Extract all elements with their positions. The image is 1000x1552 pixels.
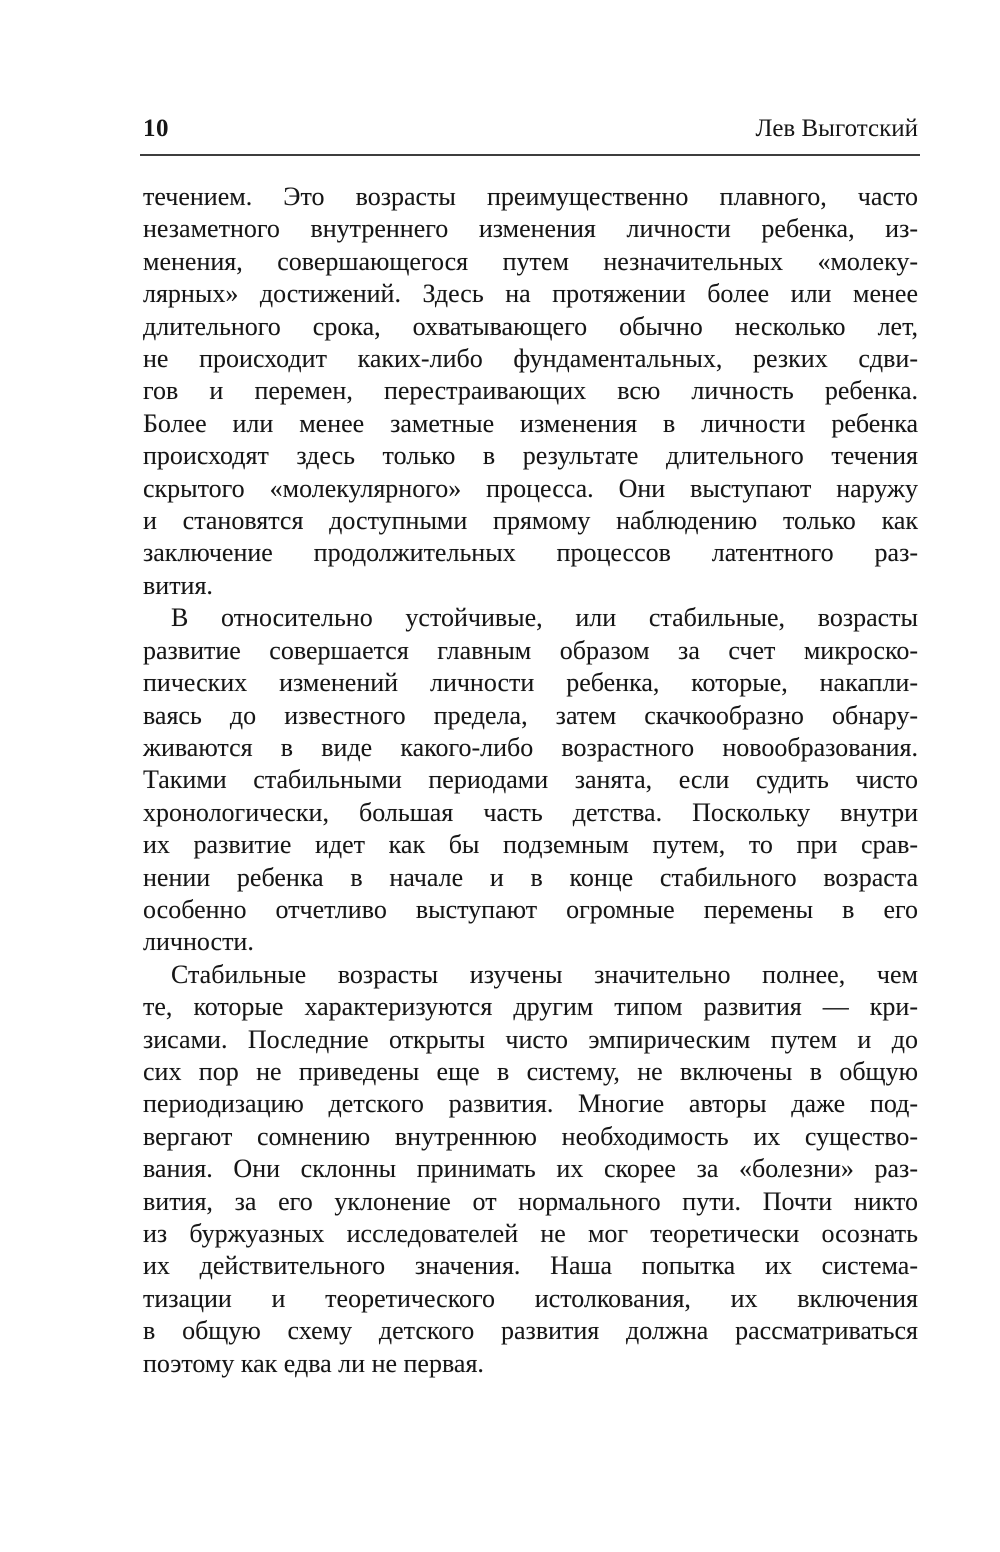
text-line: нении ребенка в начале и в конце стабильного возраста bbox=[143, 862, 918, 892]
text-line: развитие совершается главным образом за счет микроско- bbox=[143, 635, 918, 665]
paragraph bbox=[143, 181, 918, 602]
text-line: вания. Они склонны принимать их скорее за «болезни» раз- bbox=[143, 1154, 918, 1184]
text-line: вития. bbox=[143, 570, 213, 600]
page-number: 10 bbox=[143, 115, 169, 142]
text-line: поэтому как едва ли не первая. bbox=[143, 1348, 484, 1378]
text-line: не происходит каких-либо фундаментальных, резких сдви- bbox=[143, 344, 918, 374]
author-name: Лев Выготский bbox=[755, 115, 918, 142]
running-header bbox=[143, 114, 918, 144]
text-line: происходят здесь только в результате длительного течения bbox=[143, 441, 918, 471]
text-line: вития, за его уклонение от нормального пути. Почти никто bbox=[143, 1186, 918, 1216]
paragraph bbox=[143, 959, 918, 1380]
text-line: менения, совершающегося путем незначительных «молеку- bbox=[143, 246, 918, 276]
text-line: лярных» достижений. Здесь на протяжении более или менее bbox=[143, 279, 918, 309]
text-line: длительного срока, охватывающего обычно несколько лет, bbox=[143, 311, 918, 341]
text-line: тизации и теоретического истолкования, их включения bbox=[143, 1283, 918, 1313]
text-line: сих пор не приведены еще в систему, не включены в общую bbox=[143, 1056, 918, 1086]
text-line: зисами. Последние открыты чисто эмпирическим путем и до bbox=[143, 1024, 918, 1054]
text-line: В относительно устойчивые, или стабильные, возрасты bbox=[171, 603, 918, 633]
text-line: их действительного значения. Наша попытка их система- bbox=[143, 1251, 918, 1281]
text-line: особенно отчетливо выступают огромные перемены в его bbox=[143, 894, 918, 924]
text-line: скрытого «молекулярного» процесса. Они выступают наружу bbox=[143, 473, 918, 503]
text-body bbox=[143, 181, 918, 1380]
paragraph bbox=[143, 602, 918, 958]
text-line: из буржуазных исследователей не мог теоретически осознать bbox=[143, 1219, 918, 1248]
text-line: Стабильные возрасты изучены значительно полнее, чем bbox=[171, 959, 918, 989]
text-line: Такими стабильными периодами занята, если судить чисто bbox=[143, 765, 918, 795]
text-line: пических изменений личности ребенка, которые, накапли- bbox=[143, 668, 918, 698]
text-line: и становятся доступными прямому наблюдению только как bbox=[143, 506, 918, 536]
text-line: течением. Это возрасты преимущественно плавного, часто bbox=[143, 182, 918, 211]
text-line: хронологически, большая часть детства. Поскольку внутри bbox=[143, 797, 918, 827]
text-line: те, которые характеризуются другим типом развития — кри- bbox=[143, 992, 918, 1022]
text-line: их развитие идет как бы подземным путем, то при срав- bbox=[143, 830, 918, 860]
text-line: личности. bbox=[143, 927, 254, 957]
text-line: живаются в виде какого-либо возрастного новообразования. bbox=[143, 732, 918, 762]
text-line: в общую схему детского развития должна рассматриваться bbox=[143, 1316, 918, 1346]
text-line: незаметного внутреннего изменения личности ребенка, из- bbox=[143, 214, 918, 244]
text-line: гов и перемен, перестраивающих всю личность ребенка. bbox=[143, 376, 918, 406]
text-line: вергают сомнению внутреннюю необходимость их существо- bbox=[143, 1121, 918, 1151]
text-line: Более или менее заметные изменения в личности ребенка bbox=[143, 408, 918, 438]
text-line: периодизацию детского развития. Многие авторы даже под- bbox=[143, 1089, 918, 1119]
header-rule bbox=[140, 154, 920, 156]
text-line: заключение продолжительных процессов латентного раз- bbox=[143, 538, 918, 568]
text-line: ваясь до известного предела, затем скачкообразно обнару- bbox=[143, 700, 918, 730]
